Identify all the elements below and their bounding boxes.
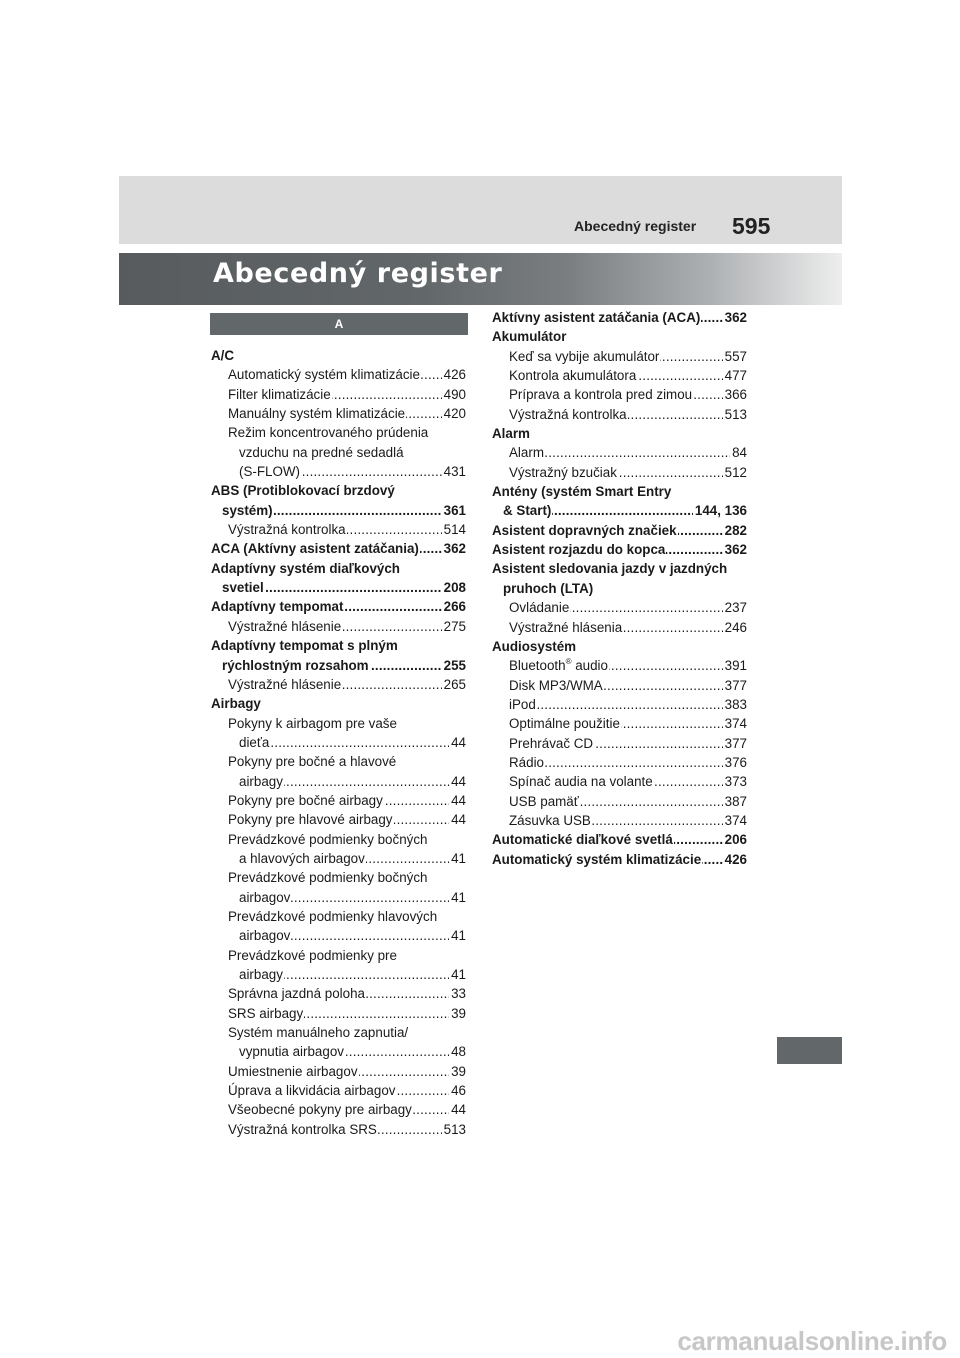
index-entry xyxy=(211,481,466,500)
index-entry xyxy=(211,694,466,713)
index-entry-text xyxy=(509,407,628,422)
index-entry-page: 39 xyxy=(449,1062,466,1081)
index-entry xyxy=(509,695,747,714)
index-entry-text xyxy=(228,425,429,440)
index-entry xyxy=(239,443,466,462)
index-entry-page: 265 xyxy=(442,675,466,694)
index-entry-label: airbagov xyxy=(239,889,291,905)
page-title: Abecedný register xyxy=(213,258,503,289)
index-entry xyxy=(492,482,747,501)
index-entry-text xyxy=(228,793,384,808)
index-entry-text xyxy=(211,638,399,653)
index-entry-text xyxy=(222,503,274,518)
index-entry xyxy=(228,907,466,926)
index-entry-label: Výstražné hlásenie xyxy=(228,676,342,692)
index-entry-page: 41 xyxy=(449,888,466,907)
index-entry-page: 41 xyxy=(449,926,466,945)
index-entry-label: Automatický systém klimatizácie xyxy=(228,367,420,383)
index-entry xyxy=(492,540,747,559)
index-entry-text xyxy=(228,387,332,402)
index-entry-page: 362 xyxy=(723,540,747,559)
index-entry-text xyxy=(492,329,567,344)
index-entry-text xyxy=(492,832,674,847)
index-entry xyxy=(509,443,747,462)
index-entry xyxy=(211,636,466,655)
index-entry-text xyxy=(228,909,438,924)
index-entry xyxy=(509,385,747,404)
index-entry-page: 374 xyxy=(723,714,747,733)
index-entry-label: Kontrola akumulátora xyxy=(509,368,637,384)
index-entry-text xyxy=(509,387,693,402)
index-entry-text xyxy=(228,1122,378,1137)
index-entry-label: Optimálne použitie xyxy=(509,716,620,732)
index-entry-text xyxy=(509,736,594,751)
index-entry-label: Aktívny asistent zatáčania (ACA) xyxy=(492,310,701,325)
index-entry-text xyxy=(239,890,291,905)
index-entry-page: 275 xyxy=(442,617,466,636)
index-entry xyxy=(211,346,466,365)
index-entry xyxy=(509,347,747,366)
registered-mark: ® xyxy=(565,657,572,667)
index-entry-text xyxy=(509,658,609,673)
index-entry-page: 477 xyxy=(723,366,747,385)
index-entry-label: airbagy xyxy=(239,773,283,789)
index-entry-text xyxy=(228,1102,413,1117)
index-column-left xyxy=(211,346,466,1139)
index-entry-page: 490 xyxy=(442,385,466,404)
index-entry xyxy=(228,385,466,404)
index-entry-label: Keď sa vybije akumulátor xyxy=(509,348,660,364)
index-entry xyxy=(228,423,466,442)
index-entry-label: Manuálny systém klimatizácie xyxy=(228,406,406,422)
index-entry xyxy=(239,772,466,791)
index-entry-label: ACA (Aktívny asistent zatáčania) xyxy=(211,541,419,557)
index-column-right xyxy=(492,308,747,869)
index-entry-page: 376 xyxy=(723,753,747,772)
index-entry-page: 282 xyxy=(723,521,747,540)
index-entry xyxy=(239,462,466,481)
index-entry xyxy=(509,463,747,482)
index-entry xyxy=(222,501,466,520)
index-entry-label: Úprava a likvidácia airbagov xyxy=(228,1083,396,1099)
index-entry-text xyxy=(509,620,623,635)
index-entry-text xyxy=(228,870,428,885)
index-entry xyxy=(239,965,466,984)
index-entry-label: A/C xyxy=(211,348,235,363)
index-entry xyxy=(228,830,466,849)
index-entry-label: & Start) xyxy=(503,503,552,519)
index-entry xyxy=(211,597,466,616)
index-entry-text xyxy=(211,348,235,363)
index-entry-label: Akumulátor xyxy=(492,329,567,345)
index-entry-text xyxy=(239,851,366,866)
index-entry-label: USB pamäť xyxy=(509,793,579,809)
header-section-title: Abecedný register xyxy=(574,218,697,234)
index-entry-text xyxy=(492,310,701,325)
index-entry xyxy=(492,521,747,540)
index-entry-label: a hlavových airbagov xyxy=(239,850,365,866)
index-entry-text xyxy=(509,774,654,789)
index-entry-label: Adaptívny systém diaľkových xyxy=(211,560,400,576)
index-entry-text xyxy=(228,522,347,537)
index-entry-label-suffix: audio xyxy=(571,658,608,674)
index-entry-page: 374 xyxy=(723,811,747,830)
index-entry-text xyxy=(228,1083,396,1098)
index-entry-label: dieťa xyxy=(239,734,270,750)
watermark: carmanualsonline.info xyxy=(677,1326,947,1356)
index-entry-text xyxy=(222,580,265,595)
index-entry-label: SRS airbagy xyxy=(228,1005,304,1021)
index-entry xyxy=(228,1062,466,1081)
index-entry xyxy=(228,810,466,829)
index-entry-label: Airbagy xyxy=(211,696,261,712)
index-entry xyxy=(239,888,466,907)
index-entry-page: 44 xyxy=(449,810,466,829)
index-entry-label: Ovládanie xyxy=(509,600,570,616)
index-entry xyxy=(222,578,466,597)
index-entry-label: Pokyny pre bočné a hlavové xyxy=(228,754,397,770)
index-entry xyxy=(239,849,466,868)
index-entry xyxy=(228,752,466,771)
index-entry xyxy=(228,868,466,887)
index-entry-text xyxy=(509,465,618,480)
index-entry-text xyxy=(509,813,592,828)
index-entry-text xyxy=(228,367,421,382)
index-entry-text xyxy=(509,716,621,731)
index-entry-text xyxy=(492,561,728,576)
index-entry-page: 144, 136 xyxy=(693,501,747,520)
index-entry-page: 383 xyxy=(723,695,747,714)
index-entry-text xyxy=(509,600,570,615)
index-entry-page: 391 xyxy=(723,656,747,675)
index-entry-page: 362 xyxy=(723,308,747,327)
index-entry-label: Spínač audia na volante xyxy=(509,774,653,790)
index-entry xyxy=(228,1023,466,1042)
index-entry xyxy=(492,559,747,578)
index-entry-page: 513 xyxy=(442,1120,466,1139)
index-entry xyxy=(228,404,466,423)
index-entry-text xyxy=(492,852,702,867)
index-entry-page: 426 xyxy=(442,365,466,384)
index-entry-label: Adaptívny tempomat s plným xyxy=(211,638,398,654)
index-entry-label: Pokyny pre bočné airbagy xyxy=(228,792,383,808)
index-entry-label: Prehrávač CD xyxy=(509,735,594,751)
index-entry xyxy=(492,850,747,869)
index-entry-text xyxy=(239,464,301,479)
index-entry-page: 39 xyxy=(449,1004,466,1023)
index-entry-label: Bluetooth xyxy=(509,658,566,674)
index-entry xyxy=(492,308,747,327)
index-entry-text xyxy=(228,812,394,827)
index-entry xyxy=(509,734,747,753)
index-entry-label: Asistent rozjazdu do kopca xyxy=(492,542,666,558)
index-entry-text xyxy=(211,599,344,614)
index-entry-label: Antény (systém Smart Entry xyxy=(492,484,672,500)
index-entry-label: Alarm xyxy=(492,426,530,442)
index-entry-page: 41 xyxy=(449,849,466,868)
index-entry xyxy=(509,772,747,791)
index-entry-label: Prevádzkové podmienky bočných xyxy=(228,831,428,847)
index-entry-label: systém) xyxy=(222,502,273,518)
index-entry-label: Zásuvka USB xyxy=(509,812,591,828)
index-entry xyxy=(222,656,466,675)
index-entry-text xyxy=(211,483,396,498)
index-entry-page: 266 xyxy=(442,597,466,616)
index-entry-text xyxy=(239,1044,345,1059)
index-entry-page: 431 xyxy=(442,462,466,481)
index-entry-label: Rádio xyxy=(509,754,544,770)
index-entry-text xyxy=(492,639,577,654)
index-entry xyxy=(228,791,466,810)
index-entry-page: 387 xyxy=(723,792,747,811)
index-entry xyxy=(492,327,747,346)
index-entry-label: Adaptívny tempomat xyxy=(211,599,344,615)
index-entry-label: svetiel xyxy=(222,580,264,596)
index-entry-text xyxy=(492,542,666,557)
index-entry-page: 361 xyxy=(442,501,466,520)
index-entry-text xyxy=(211,541,420,556)
index-entry-label: Asistent sledovania jazdy v jazdných xyxy=(492,561,728,577)
index-entry-label: Systém manuálneho zapnutia/ xyxy=(228,1025,409,1041)
index-entry-page: 44 xyxy=(449,772,466,791)
index-entry-text xyxy=(222,658,370,673)
index-entry-text xyxy=(492,426,531,441)
index-entry-text xyxy=(509,349,660,364)
index-entry xyxy=(509,714,747,733)
index-entry-page: 46 xyxy=(449,1081,466,1100)
index-entry xyxy=(228,984,466,1003)
index-entry-label: airbagy xyxy=(239,967,283,982)
index-entry-page: 206 xyxy=(723,830,747,849)
index-entry-page: 420 xyxy=(442,404,466,423)
index-entry-page: 557 xyxy=(723,347,747,366)
index-entry xyxy=(509,598,747,617)
index-entry-label: (S-FLOW) xyxy=(239,464,300,480)
index-entry xyxy=(492,637,747,656)
index-entry-label: Výstražná kontrolka xyxy=(509,406,627,422)
index-entry-text xyxy=(228,1006,304,1021)
index-entry-text xyxy=(492,484,672,499)
index-entry-text xyxy=(228,986,366,1001)
index-entry-page: 44 xyxy=(449,791,466,810)
index-entry-label: Asistent dopravných značiek xyxy=(492,522,677,538)
index-entry xyxy=(509,405,747,424)
index-entry-label: Výstražné hlásenia xyxy=(509,619,623,635)
index-entry-page: 514 xyxy=(442,520,466,539)
index-entry-label: Prevádzkové podmienky bočných xyxy=(228,870,428,886)
index-entry-text xyxy=(228,406,406,421)
index-entry-text xyxy=(228,754,397,769)
index-entry xyxy=(239,926,466,945)
index-entry xyxy=(211,559,466,578)
index-entry-label: Výstražné hlásenie xyxy=(228,618,342,634)
index-entry-label: pruhoch (LTA) xyxy=(503,580,594,596)
index-entry-page: 362 xyxy=(442,539,466,558)
index-entry xyxy=(509,366,747,385)
index-entry xyxy=(509,618,747,637)
index-entry-page: 373 xyxy=(723,772,747,791)
index-entry xyxy=(228,1081,466,1100)
index-entry xyxy=(228,365,466,384)
index-entry-page: 377 xyxy=(723,734,747,753)
index-entry xyxy=(228,1004,466,1023)
index-entry xyxy=(503,579,747,598)
index-entry xyxy=(492,830,747,849)
index-entry-page: 84 xyxy=(730,443,747,462)
index-entry-text xyxy=(228,1025,409,1040)
index-entry-text xyxy=(509,697,537,712)
index-entry xyxy=(228,520,466,539)
index-entry-label: Režim koncentrovaného prúdenia xyxy=(228,425,429,441)
index-entry-text xyxy=(503,581,594,596)
index-entry-label: vzduchu na predné sedadlá xyxy=(239,444,404,460)
thumb-index-tab xyxy=(777,1037,842,1064)
index-entry-text xyxy=(239,445,405,460)
index-entry xyxy=(211,539,466,558)
index-entry-page: 33 xyxy=(449,984,466,1003)
index-entry-label: vypnutia airbagov xyxy=(239,1044,344,1060)
index-entry-label: airbagov xyxy=(239,928,291,944)
index-entry-text xyxy=(228,619,342,634)
index-entry xyxy=(509,656,747,675)
index-entry xyxy=(228,714,466,733)
index-entry-page: 237 xyxy=(723,598,747,617)
index-entry-label: rýchlostným rozsahom xyxy=(222,657,369,673)
index-entry xyxy=(228,675,466,694)
index-entry-label: Pokyny k airbagom pre vaše xyxy=(228,715,397,731)
index-entry-page: 48 xyxy=(449,1042,466,1061)
index-entry xyxy=(239,733,466,752)
index-entry-label: Audiosystém xyxy=(492,638,577,654)
index-entry-page: 366 xyxy=(723,385,747,404)
index-entry-text xyxy=(228,1064,359,1079)
index-entry-label: Prevádzkové podmienky hlavových xyxy=(228,908,438,924)
index-entry-page: 208 xyxy=(442,578,466,597)
index-entry-text xyxy=(509,794,580,809)
index-entry xyxy=(228,1120,466,1139)
index-entry-page: 246 xyxy=(723,618,747,637)
index-entry xyxy=(509,753,747,772)
index-entry-label: Výstražná kontrolka xyxy=(228,522,346,538)
index-entry-label: Príprava a kontrola pred zimou xyxy=(509,387,693,403)
index-entry-text xyxy=(239,735,270,750)
index-entry-page: 512 xyxy=(723,463,747,482)
index-entry xyxy=(509,792,747,811)
index-entry-page: 255 xyxy=(442,656,466,675)
index-entry xyxy=(492,424,747,443)
index-entry-label: Správna jazdná poloha xyxy=(228,986,365,1002)
index-entry-page: 513 xyxy=(723,405,747,424)
index-entry-page: 41 xyxy=(449,965,466,984)
index-entry xyxy=(228,946,466,965)
index-entry xyxy=(509,811,747,830)
index-entry-label: Umiestnenie airbagov xyxy=(228,1063,358,1079)
index-entry-text xyxy=(509,755,545,770)
index-entry-label: Prevádzkové podmienky pre xyxy=(228,947,397,963)
index-entry-page: 44 xyxy=(449,1100,466,1119)
index-entry-label: Výstražný bzučiak xyxy=(509,464,617,480)
index-entry-text xyxy=(211,561,401,576)
index-entry-text xyxy=(228,948,398,963)
index-entry xyxy=(228,1100,466,1119)
index-entry-page: 377 xyxy=(723,676,747,695)
index-entry-label: ABS (Protiblokovací brzdový xyxy=(211,483,395,499)
index-entry-label: Všeobecné pokyny pre airbagy xyxy=(228,1102,412,1118)
index-entry-text xyxy=(239,928,291,943)
index-entry-label: Disk MP3/WMA xyxy=(509,677,603,693)
index-entry-page: 44 xyxy=(449,733,466,752)
index-entry-text xyxy=(228,716,398,731)
index-entry-text xyxy=(509,445,545,460)
index-entry-page: 426 xyxy=(723,850,747,869)
index-entry-text xyxy=(509,368,637,383)
index-entry-label: Výstražná kontrolka SRS xyxy=(228,1121,377,1137)
index-entry-text xyxy=(509,678,604,693)
index-entry-text xyxy=(239,774,284,789)
index-entry-label: Automatický systém klimatizácie xyxy=(492,851,702,867)
index-entry xyxy=(509,676,747,695)
index-entry-label: Alarm xyxy=(509,445,544,461)
index-entry-label: Automatické diaľkové svetlá xyxy=(492,832,673,848)
index-entry xyxy=(239,1042,466,1061)
index-entry-text xyxy=(239,967,284,982)
letter-heading-label: A xyxy=(334,317,344,331)
index-entry xyxy=(503,501,747,520)
letter-heading xyxy=(210,313,468,335)
index-entry-text xyxy=(228,677,342,692)
index-entry-text xyxy=(492,523,678,538)
index-entry-label: Pokyny pre hlavové airbagy xyxy=(228,812,393,828)
index-entry-label: Filter klimatizácie xyxy=(228,386,331,402)
index-entry-text xyxy=(503,503,552,518)
page-number: 595 xyxy=(732,213,771,239)
index-entry-text xyxy=(228,832,428,847)
index-entry xyxy=(228,617,466,636)
index-entry-text xyxy=(211,696,262,711)
index-entry-label: iPod xyxy=(509,696,536,712)
